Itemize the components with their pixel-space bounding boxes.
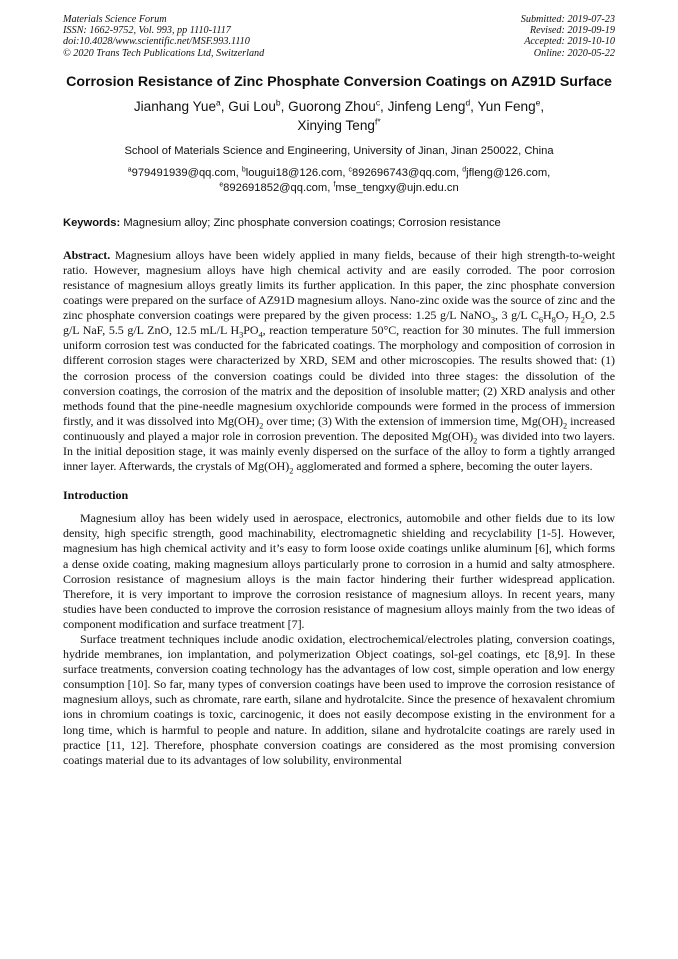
email-list: $^a$979491939@qq.com, $^b$lougui18@126.com, $^c$892696743@qq.com, $^d$jfleng@126.com, $^e$892691852@qq.com, $^f$mse_tengxy@ujn.edu.cn [127,166,551,194]
author: Gui Lou$^b$ [228,97,281,114]
paper-page [63,14,615,768]
abstract: Abstract. Magnesium alloys have been widely applied in many fields, because of their high strength-to-weight ratio. However, magnesium alloys have high chemical activity and are easily corroded. The poor corrosion resistance of magnesium alloys greatly limits its further application. In this paper, the zinc phosphate conversion coatings were prepared on the surface of AZ91D magnesium alloys. Nano-zinc oxide was the source of zinc and the zinc phosphate conversion coatings were prepared by the given process: 1.25 g/L NaNO$_3$, 3 g/L $C_6H_8O_7$ $H_2O$, 2.5 g/L NaF, 5.5 g/L ZnO, 12.5 mL/L $H_3PO_4$, reaction temperature 50°C, reaction for 30 minutes. The full immersion uniform corrosion test was conducted for the fabricated coatings. The morphology and composition of corrosion in different corrosion stages were characterized by XRD, SEM and other microscopies. The results showed that: (1) the corrosion process of the conversion coatings could be divided into three stages: the dissolution of the conversion coatings, the corrosion of the matrix and the deposition of insoluble matter; (2) XRD analysis and other methods found that the pine-needle magnesium oxychloride compounds were formed in the process of immersion firstly, and it was dissolved into $Mg(OH)_2$ over time; (3) With the extension of immersion time, $Mg(OH)_2$ increased continuously and played a major role in corrosion prevention. The deposited $Mg(OH)_2$ was divided into two layers. In the initial deposition stage, it was mainly evenly dispersed on the surface of the alloy to form a tightly arranged inner layer. Afterwards, the crystals of $Mg(OH)_2$ agglomerated and formed a sphere, becoming the outer layers. [63,247,616,476]
paper-title: Corrosion Resistance of Zinc Phosphate Conversion Coatings on AZ91D Surface [66,73,612,90]
abstract-label: Abstract. [63,247,111,262]
keywords [63,216,615,230]
author: Yun Feng$^e$ [477,97,541,114]
intro-paragraph: Surface treatment techniques include anodic oxidation, electrochemical/electroles plating, conversion coatings, hydride membranes, ion implantation, and polymerization Object coatings, sol-gel coatings, etc [8,9]. In these surface treatments, conversion coating technology has the advantages of low cost, simple operation and low energy consumption [10]. So far, many types of conversion coatings have been used to improve the corrosion resistance of magnesium alloys, such as chromate, rare earth, silane and hydrotalcite. Since the presence of hexavalent chromium ions in chromium coatings is toxic, carcinogenic, it does not easily decompose existing in the environment for a long time, which is harmful to people and nature. In addition, silane and hydrotalcite coatings are rarely used in practice [11, 12]. Therefore, phosphate conversion coatings are considered as the most promising conversion coatings material due to its advantages of low solubility, environmental [63,631,615,767]
email: jfleng@126.com [466,166,548,179]
revised-date: Revised: 2019-09-19 [529,25,615,37]
doi: doi:10.4028/www.scientific.net/MSF.993.1110 [63,36,250,48]
email: mse_tengxy@ujn.edu.cn [335,181,459,194]
email: 892691852@qq.com [223,181,328,194]
keywords-label: Keywords: [63,216,121,229]
issn: ISSN: 1662-9752, Vol. 993, pp 1110-1117 [63,25,231,37]
author: Xinying Teng$^{f*}$ [297,116,381,133]
journal-header [63,14,615,59]
online-date: Online: 2020-05-22 [533,47,615,59]
accepted-date: Accepted: 2019-10-10 [524,36,615,48]
email: 979491939@qq.com [131,166,236,179]
section-heading-introduction: Introduction [63,488,129,503]
author: Jinfeng Leng$^d$ [387,97,471,114]
publication-info [63,14,264,59]
author-list: Jianhang Yue$^a$, Gui Lou$^b$, Guorong Zhou$^c$, Jinfeng Leng$^d$, Yun Feng$^e$, Xinying Teng$^{f*}$ [133,97,545,133]
journal-name: Materials Science Forum [63,14,167,25]
author: Jianhang Yue$^a$ [133,97,221,114]
author: Guorong Zhou$^c$ [288,97,381,114]
intro-paragraph: Magnesium alloy has been widely used in aerospace, electronics, automobile and other fields due to its low density, high specific strength, good machinability, electromagnetic shielding and recyclability [1-5]. However, magnesium has high chemical activity and it’s easy to form loose oxide coatings unlike aluminum [6], which forms a dense oxide coating, making magnesium alloys particularly prone to corrosion in a humid and salty atmosphere. Corrosion resistance of magnesium alloys is the main factor hindering their further widespread application. Therefore, it is very important to improve the corrosion resistance of magnesium alloys. In recent years, many studies have been conducted to improve the corrosion resistance of magnesium alloys mainly from the two ideas of component modification and surface treatment [7]. [63,511,615,631]
email: lougui18@126.com [245,166,343,179]
email: 892696743@qq.com [352,166,457,179]
dates-info [521,14,615,59]
affiliation: School of Materials Science and Engineering, University of Jinan, Jinan 250022, China [124,144,554,157]
submitted-date: Submitted: 2019-07-23 [520,14,615,25]
copyright: © 2020 Trans Tech Publications Ltd, Switzerland [63,47,265,59]
keywords-text: Magnesium alloy; Zinc phosphate conversion coatings; Corrosion resistance [123,216,501,229]
